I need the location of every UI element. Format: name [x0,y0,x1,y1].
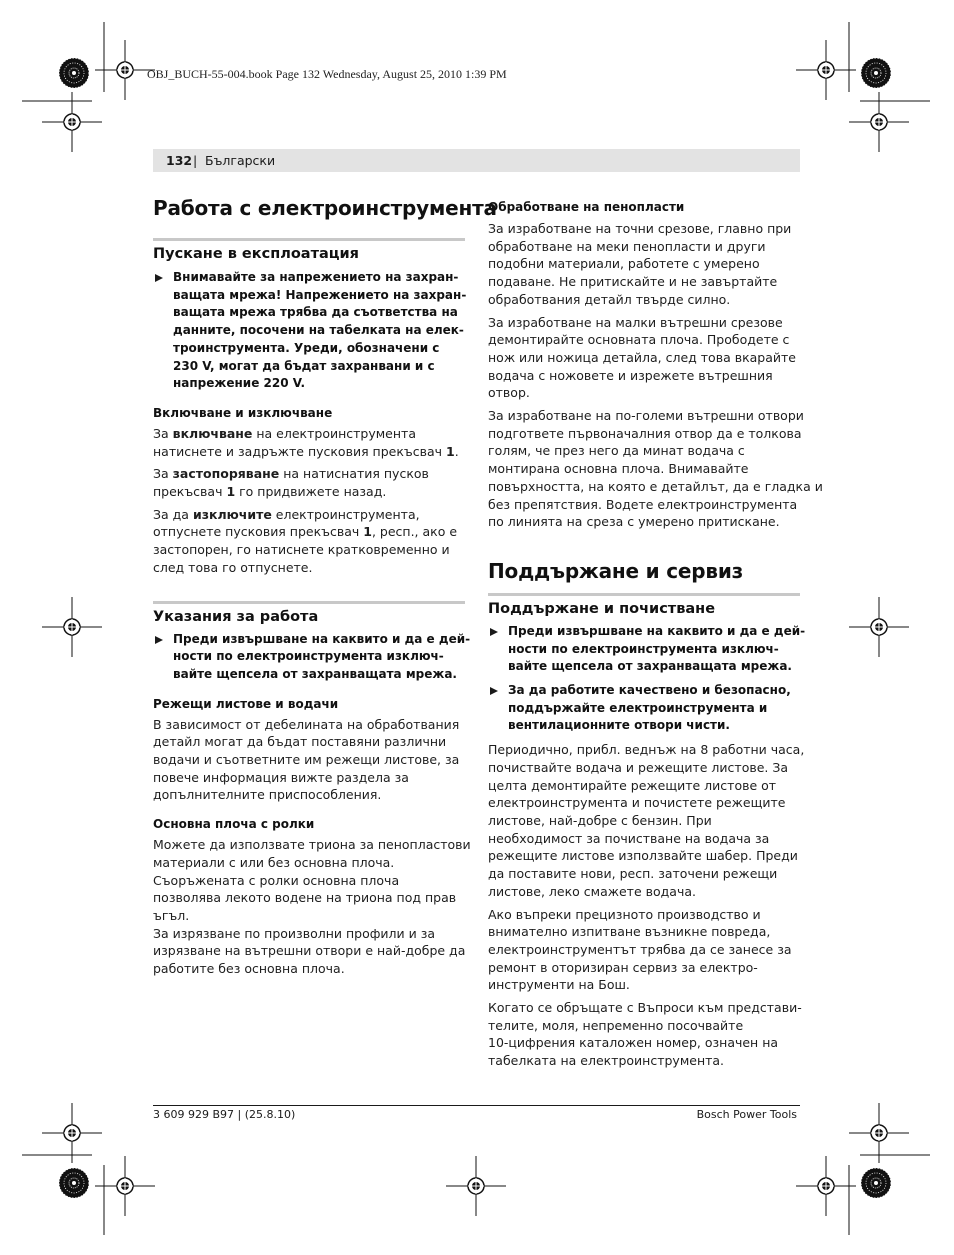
bullet-triangle-icon [155,636,163,644]
heading-blades: Режещи листове и водачи [153,696,339,711]
paragraph-foam-3: За изработване на по-големи вътрешни отвори подгответе първоначалния отвор да е толкова голям, че през него да минат водача с монтирана основна плоча. Внимавайте повърхността, на която е детайлът, да е гладка и без препятствия. Водете електроинструмента по линията на среза с умерено притискане. [488,408,823,530]
paragraph-maintenance-1: Периодично, прибл. веднъж на 8 работни часа, почиствайте водача и режещите листове. За целта демонтирайте режещите листове от електроинструмента и почистете режещите листове, най-добре с бензин. При необходимост за почистване на водача за режещите листове използвайте шабер. Преди да поставите нови, респ. заточени режещи листове, леко смажете водача. [488,742,805,899]
warning-unplug: Преди извършване на каквито и да е дей- ности по електроинструмента изключ- вайте щепсела от захранващата мрежа. [153,631,465,684]
header-separator: | [193,153,198,168]
paragraph-maintenance-2: Ако въпреки прецизното производство и внимателно изпитване възникне повреда, електроинструментът трябва да се занесе за ремонт в оторизиран сервиз за електро- инструменти на Бош. [488,906,792,993]
page-number: 132 [166,153,193,168]
paragraph-blades: В зависимост от дебелината на обработвания детайл могат да бъдат поставяни различни водачи и съответните им режещи листове, за повече информация вижте раздела за допълнителните приспособления. [153,716,460,803]
heading-maintenance: Поддържане и почистване [488,600,716,617]
paragraph-foam-1: За изработване на точни срезове, главно при обработване на меки пенопласти и други подобни материали, работете с умерено подаване. Не притискайте и не завъртайте обработвания детайл твърде силно. [488,221,792,307]
paragraph-foam-2: За изработване на малки вътрешни срезове демонтирайте основната плоча. Прободете с нож или ножица детайла, след това вкарайте водача с ножовете и изрежете вътрешния отвор. [488,314,796,401]
heading-work-tips: Указания за работа [153,608,319,625]
warning-keep-clean: За да работите качествено и безопасно, поддържайте електроинструмента и вентилационните отвори чисти. [488,682,800,735]
heading-base-plate: Основна плоча с ролки [153,817,315,832]
heading-foam: Обработване на пенопласти [488,200,685,214]
right-column [488,200,823,1070]
paragraph-switch-off: За да изключите електроинструмента, отпуснете пусковия прекъсвач 1, респ., ако е застопорен, го натиснете кратковременно и след това го отпуснете. [153,506,458,575]
warning-voltage: Внимавайте за напрежението на захран- ващата мрежа! Напрежението на захран- ващата мрежа трябва да съответства на данните, посочени на табелката на елек- троинструмента. Уреди, обозначени с 230 V, могат да бъдат захранвани и с напрежение 220 V. [153,269,465,393]
bullet-triangle-icon [155,274,163,282]
heading-on-off: Включване и изключване [153,405,333,420]
language-label: Български [205,153,276,168]
paragraph-switch-on: За включване на електроинструмента натиснете и задръжте пусковия прекъсвач 1. [153,425,459,459]
footer-brand: Bosch Power Tools [696,1108,797,1121]
bullet-triangle-icon [490,687,498,695]
left-column [153,196,497,978]
bullet-triangle-icon [490,628,498,636]
paragraph-lock: За застопоряване на натиснатия пусков прекъсвач 1 го придвижете назад. [153,466,429,500]
paragraph-base-plate: Можете да използвате триона за пенопластови материали с или без основна плоча. Съоръжената с ролки основна плоча позволява лекото водене на триона под прав ъгъл. За изрязване по произволни профили и за изрязване на вътрешни отвори е най-добре да работите без основна плоча. [153,837,471,977]
paragraph-maintenance-3: Когато се обръщате с Въпроси към представи- телите, моля, непременно посочвайте 10-цифрения каталожен номер, означен на табелката на електроинструмента. [488,1000,802,1069]
footer-rule [153,1105,800,1106]
file-info: OBJ_BUCH-55-004.book Page 132 Wednesday, August 25, 2010 1:39 PM [147,67,507,81]
warning-unplug-maintenance: Преди извършване на каквито и да е дей- ности по електроинструмента изключ- вайте щепсела от захранващата мрежа. [488,623,800,676]
footer-doc-number: 3 609 929 B97 | (25.8.10) [153,1108,296,1121]
heading-startup: Пускане в експлоатация [153,246,359,262]
page-header-band [153,149,800,172]
section-title-service: Поддържане и сервиз [488,558,744,583]
section-title-operation: Работа с електроинструмента [153,196,497,220]
